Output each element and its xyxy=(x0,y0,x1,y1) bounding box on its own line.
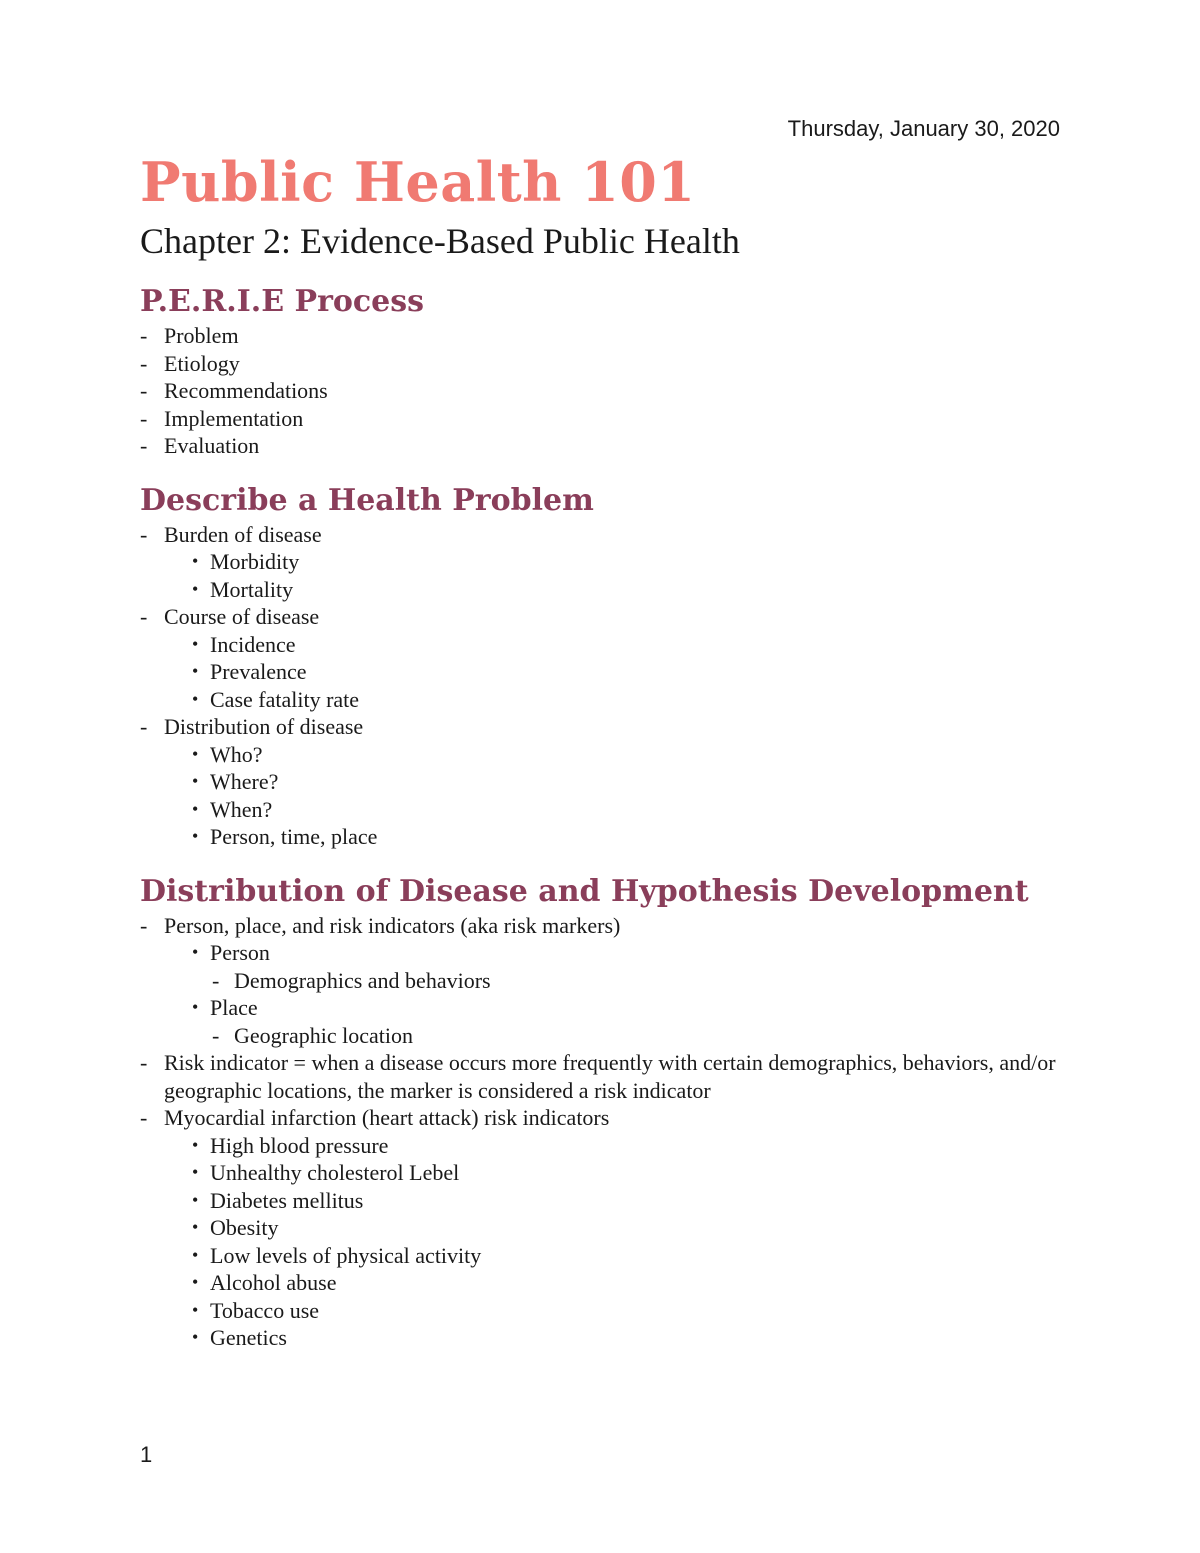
bullet-marker: • xyxy=(192,1134,199,1155)
bullet-item xyxy=(192,796,1080,824)
bullet-marker: • xyxy=(192,1272,199,1292)
bullet-item-text: Diabetes mellitus xyxy=(210,1187,364,1213)
bullet-item xyxy=(192,631,1080,659)
list-item xyxy=(140,1049,1080,1104)
bullet-item xyxy=(192,1324,1080,1352)
bullet-marker: • xyxy=(192,551,199,571)
bullet-item-text: Mortality xyxy=(210,576,294,602)
bullet-item-text: Who? xyxy=(210,741,263,767)
list-item-text: Burden of disease xyxy=(164,521,322,547)
bullet-marker: • xyxy=(192,1299,199,1320)
dash-marker: - xyxy=(140,323,148,348)
list-item xyxy=(140,350,1080,378)
bullet-item xyxy=(192,1187,1080,1215)
bullet-item-text: Genetics xyxy=(210,1325,287,1350)
list-item xyxy=(140,912,1080,1050)
list-item-text: Evaluation xyxy=(164,433,260,458)
sub-list-item xyxy=(210,967,1080,995)
dash-marker: - xyxy=(140,378,148,403)
bullet-item xyxy=(192,658,1080,686)
bullet-marker: • xyxy=(192,661,199,681)
dash-list xyxy=(140,322,1080,460)
bullet-list xyxy=(192,741,1080,851)
bullet-marker: • xyxy=(192,826,199,846)
bullet-item-text: Unhealthy cholesterol Lebel xyxy=(210,1160,460,1185)
dash-list xyxy=(140,912,1080,1352)
chapter-subtitle: Chapter 2: Evidence-Based Public Health xyxy=(140,221,740,261)
sub-dash-list xyxy=(210,1022,1080,1050)
list-item-text: Recommendations xyxy=(164,378,328,403)
bullet-item xyxy=(192,1269,1080,1297)
bullet-item-text: Incidence xyxy=(210,631,296,657)
list-item-text: Problem xyxy=(164,323,239,348)
sub-list-item-text: Demographics and behaviors xyxy=(234,967,491,993)
bullet-item-text: Low levels of physical activity xyxy=(210,1242,482,1268)
section-heading: Distribution of Disease and Hypothesis Development xyxy=(140,873,1029,909)
section-0 xyxy=(140,282,1080,460)
dash-marker: - xyxy=(140,405,148,431)
bullet-item-text: Where? xyxy=(210,769,279,794)
dash-marker: - xyxy=(140,604,148,629)
bullet-item xyxy=(192,994,1080,1049)
bullet-item xyxy=(192,548,1080,576)
list-item-text: Distribution of disease xyxy=(164,714,364,739)
bullet-marker: • xyxy=(192,1244,199,1265)
bullet-item xyxy=(192,768,1080,796)
list-item xyxy=(140,377,1080,405)
dash-marker: - xyxy=(140,912,148,938)
list-item xyxy=(140,603,1080,713)
bullet-list xyxy=(192,631,1080,714)
list-item-text: Implementation xyxy=(164,405,304,431)
section-heading: P.E.R.I.E Process xyxy=(140,284,425,319)
bullet-marker: • xyxy=(192,1327,199,1347)
dash-marker: - xyxy=(140,1105,148,1130)
bullet-marker: • xyxy=(192,578,199,599)
bullet-marker: • xyxy=(192,1189,199,1210)
bullet-item xyxy=(192,939,1080,994)
dash-marker: - xyxy=(140,350,148,376)
bullet-marker: • xyxy=(192,1217,199,1237)
bullet-item-text: Prevalence xyxy=(210,659,307,684)
bullet-marker: • xyxy=(192,743,199,764)
list-item-text: Course of disease xyxy=(164,604,320,629)
page-number: 1 xyxy=(140,1442,153,1467)
list-item xyxy=(140,1104,1080,1352)
bullet-item xyxy=(192,1214,1080,1242)
bullet-marker: • xyxy=(192,942,199,962)
bullet-item xyxy=(192,1242,1080,1270)
sub-dash-list xyxy=(210,967,1080,995)
bullet-marker: • xyxy=(192,997,199,1017)
bullet-item-text: Person, time, place xyxy=(210,824,378,849)
section-1 xyxy=(140,481,1080,851)
bullet-item-text: Tobacco use xyxy=(210,1297,320,1323)
bullet-item xyxy=(192,741,1080,769)
bullet-item-text: Place xyxy=(210,995,258,1020)
dash-marker: - xyxy=(140,714,148,739)
bullet-item-text: When? xyxy=(210,796,273,822)
list-item xyxy=(140,521,1080,604)
dash-marker: - xyxy=(140,521,148,547)
list-item-text: Risk indicator = when a disease occurs more frequently with certain demographics, behaviors, and/or geographic locations, the marker is considered a risk indicator xyxy=(164,1050,1056,1103)
bullet-item-text: Alcohol abuse xyxy=(210,1270,337,1295)
dash-marker: - xyxy=(212,967,220,993)
sub-list-item xyxy=(210,1022,1080,1050)
bullet-item xyxy=(192,576,1080,604)
bullet-marker: • xyxy=(192,688,199,709)
bullet-marker: • xyxy=(192,771,199,791)
dash-list xyxy=(140,521,1080,851)
bullet-marker: • xyxy=(192,633,199,654)
notes-content xyxy=(140,282,1080,1373)
dash-marker: - xyxy=(140,433,148,458)
bullet-list xyxy=(192,548,1080,603)
list-item-text: Etiology xyxy=(164,350,240,376)
section-2 xyxy=(140,872,1080,1352)
bullet-list xyxy=(192,1132,1080,1352)
bullet-item-text: Morbidity xyxy=(210,549,300,574)
list-item xyxy=(140,322,1080,350)
bullet-item xyxy=(192,1159,1080,1187)
list-item xyxy=(140,432,1080,460)
bullet-marker: • xyxy=(192,1162,199,1182)
bullet-item xyxy=(192,686,1080,714)
dash-marker: - xyxy=(212,1022,220,1048)
bullet-item xyxy=(192,1297,1080,1325)
list-item-text: Person, place, and risk indicators (aka risk markers) xyxy=(164,912,621,938)
list-item xyxy=(140,713,1080,851)
document-date: Thursday, January 30, 2020 xyxy=(787,116,1060,141)
bullet-item xyxy=(192,823,1080,851)
bullet-item-text: Person xyxy=(210,940,270,965)
sub-list-item-text: Geographic location xyxy=(234,1022,413,1048)
dash-marker: - xyxy=(140,1050,148,1075)
document-title: Public Health 101 xyxy=(140,150,696,214)
bullet-item xyxy=(192,1132,1080,1160)
bullet-item-text: High blood pressure xyxy=(210,1132,389,1158)
section-heading: Describe a Health Problem xyxy=(140,482,594,518)
list-item-text: Myocardial infarction (heart attack) risk indicators xyxy=(164,1105,610,1130)
bullet-item-text: Case fatality rate xyxy=(210,686,360,712)
bullet-marker: • xyxy=(192,798,199,819)
list-item xyxy=(140,405,1080,433)
bullet-list xyxy=(192,939,1080,1049)
bullet-item-text: Obesity xyxy=(210,1215,279,1240)
